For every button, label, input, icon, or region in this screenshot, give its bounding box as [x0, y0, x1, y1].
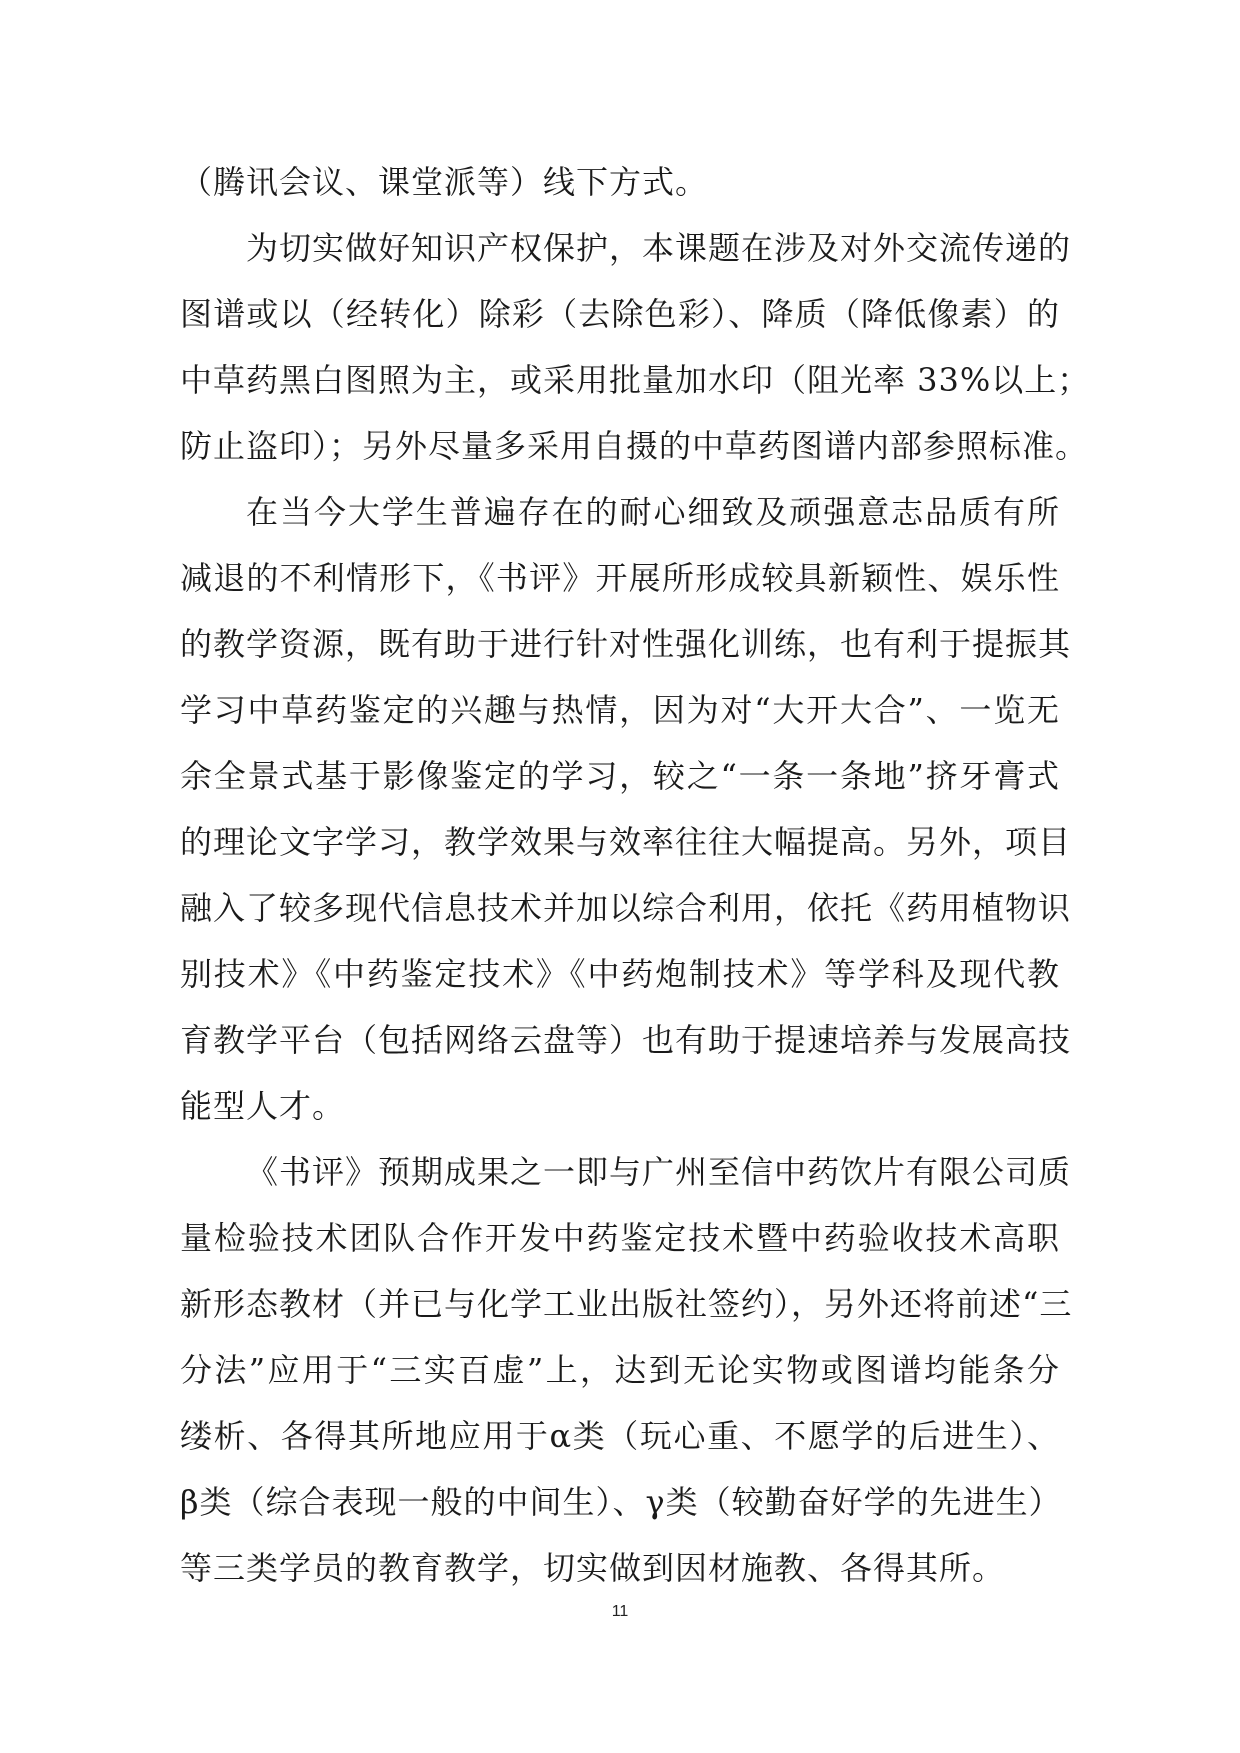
- text-line-18: 新形态教材（并已与化学工业出版社签约），另外还将前述“三: [180, 1285, 1073, 1323]
- text-line-13: 别技术》《中药鉴定技术》《中药炮制技术》等学科及现代教: [180, 955, 1060, 993]
- text-line-15: 能型人才。: [180, 1087, 346, 1125]
- text-line-8: 的教学资源，既有助于进行针对性强化训练，也有利于提振其: [180, 625, 1072, 663]
- text-line-11: 的理论文字学习，教学效果与效率往往大幅提高。另外，项目: [180, 823, 1072, 861]
- text-line-20: 缕析、各得其所地应用于α类（玩心重、不愿学的后进生）、: [180, 1417, 1060, 1455]
- text-line-7: 减退的不利情形下，《书评》开展所形成较具新颖性、娱乐性: [180, 559, 1060, 597]
- text-line-10: 余全景式基于影像鉴定的学习，较之“一条一条地”挤牙膏式: [180, 757, 1060, 795]
- page-number: 11: [611, 1603, 629, 1620]
- text-line-4: 中草药黑白图照为主，或采用批量加水印（阻光率 33%以上；: [180, 361, 1091, 399]
- text-line-3: 图谱或以（经转化）除彩（去除色彩）、降质（降低像素）的: [180, 295, 1060, 333]
- text-line-2: 为切实做好知识产权保护，本课题在涉及对外交流传递的: [246, 229, 1072, 267]
- text-line-19: 分法”应用于“三实百虚”上，达到无论实物或图谱均能条分: [180, 1351, 1060, 1389]
- text-line-6: 在当今大学生普遍存在的耐心细致及顽强意志品质有所: [246, 493, 1060, 531]
- text-line-22: 等三类学员的教育教学，切实做到因材施教、各得其所。: [180, 1549, 1006, 1587]
- text-line-1: （腾讯会议、课堂派等）线下方式。: [180, 163, 709, 201]
- text-line-12: 融入了较多现代信息技术并加以综合利用，依托《药用植物识: [180, 889, 1072, 927]
- text-line-16: 《书评》预期成果之一即与广州至信中药饮片有限公司质: [246, 1153, 1072, 1191]
- text-line-5: 防止盗印）；另外尽量多采用自摄的中草药图谱内部参照标准。: [180, 427, 1089, 465]
- text-line-21: β类（综合表现一般的中间生）、γ类（较勤奋好学的先进生）: [180, 1483, 1062, 1521]
- text-line-9: 学习中草药鉴定的兴趣与热情，因为对“大开大合”、一览无: [180, 691, 1060, 729]
- text-line-17: 量检验技术团队合作开发中药鉴定技术暨中药验收技术高职: [180, 1219, 1060, 1257]
- text-line-14: 育教学平台（包括网络云盘等）也有助于提速培养与发展高技: [180, 1021, 1072, 1059]
